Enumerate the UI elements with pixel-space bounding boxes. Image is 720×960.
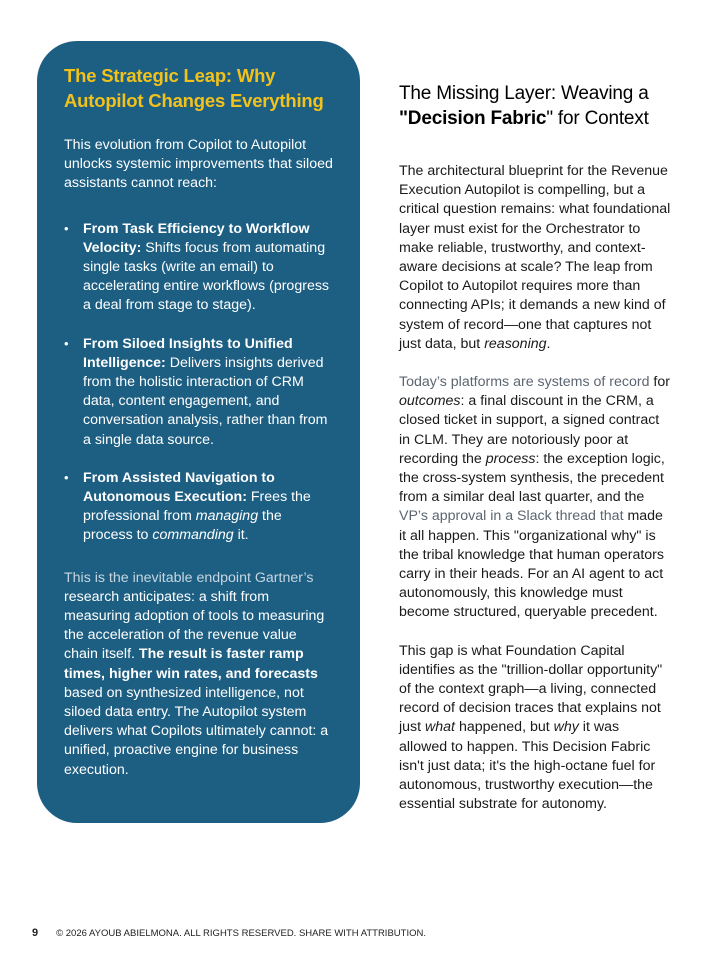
paragraph-text: made it all happen. This "organizational why" is the tribal knowledge that human operators carry in their heads. For an AI agent to act autonomously, this knowledge must become structured, queryable precedent. bbox=[399, 508, 664, 621]
bullet-lead: From Siloed Insights to Unified Intelligence: bbox=[83, 335, 293, 371]
paragraph-muted-text: VP’s approval in a Slack thread that bbox=[399, 508, 624, 525]
paragraph-text: happened, but bbox=[455, 719, 554, 736]
bullet-item bbox=[64, 220, 334, 316]
main-paragraph-2 bbox=[399, 373, 671, 623]
closing-bold-text: The result is faster ramp times, higher win rates, and forecasts bbox=[64, 646, 318, 682]
heading-bold-text: "Decision Fabric bbox=[399, 108, 547, 129]
paragraph-text: : a final discount in the CRM, a closed ticket in support, a signed contract in CLM. They are notoriously poor at recording the bbox=[399, 393, 660, 467]
closing-text: based on synthesized intelligence, not siloed data entry. The Autopilot system delivers what Copilots ultimately cannot: a unified, proactive engine for business execution. bbox=[64, 684, 329, 778]
paragraph-text: The architectural blueprint for the Revenue Execution Autopilot is compelling, but a critical question remains: what foundational layer must exist for the Orchestrator to make reliable, trustworthy, and context-aware decisions at scale? The leap from Copilot to Autopilot requires more than connecting APIs; it demands a new kind of system of record—one that captures not just data, but bbox=[399, 163, 671, 352]
bullet-text: the process to bbox=[83, 508, 282, 544]
paragraph-muted-text: Today’s platforms are systems of record bbox=[399, 374, 650, 391]
bullet-text: Frees the professional from bbox=[83, 489, 311, 525]
bullet-emphasis: commanding bbox=[152, 527, 234, 544]
heading-text: The Missing Layer: Weaving a bbox=[399, 83, 649, 104]
sidebar-intro: This evolution from Copilot to Autopilot unlocks systemic improvements that siloed assistants cannot reach: bbox=[64, 137, 333, 192]
main-heading bbox=[399, 81, 671, 131]
sidebar-panel bbox=[37, 41, 360, 823]
bullet-text: it. bbox=[233, 527, 249, 544]
bullet-item bbox=[64, 469, 334, 546]
paragraph-emphasis: why bbox=[553, 719, 579, 736]
main-paragraph-1 bbox=[399, 162, 671, 354]
bullet-emphasis: managing bbox=[195, 508, 259, 525]
paragraph-text: : the exception logic, the cross-system synthesis, the precedent from a similar deal last quarter, and the bbox=[399, 450, 665, 506]
bullet-text: Delivers insights derived from the holistic interaction of CRM data, content engagement, and conversation analysis, rather than from a single data source. bbox=[83, 354, 328, 448]
main-column bbox=[399, 81, 671, 834]
paragraph-emphasis: what bbox=[425, 719, 455, 736]
sidebar-title: The Strategic Leap: Why Autopilot Changes Everything bbox=[64, 65, 324, 111]
main-paragraph-3 bbox=[399, 642, 671, 815]
paragraph-text: . bbox=[546, 335, 551, 352]
heading-text: " for Context bbox=[546, 108, 649, 129]
bullet-lead: From Assisted Navigation to Autonomous Execution: bbox=[83, 469, 275, 506]
paragraph-text: it was allowed to happen. This Decision Fabric isn't just data; it's the high-octane fuel for autonomous, trustworthy execution—the essential substrate for autonomy. bbox=[399, 719, 656, 813]
paragraph-text: for bbox=[649, 374, 670, 391]
bullet-lead: From Task Efficiency to Workflow Velocity: bbox=[83, 220, 310, 256]
page-footer bbox=[32, 927, 426, 939]
sidebar-closing bbox=[64, 569, 334, 780]
sidebar-bullet-list bbox=[64, 220, 334, 546]
paragraph-text: This gap is what Foundation Capital identifies as the "trillion-dollar opportunity" of the context graph—a living, connected record of decision traces that explains not just bbox=[399, 642, 663, 736]
closing-text: research anticipates: a shift from measuring adoption of tools to measuring the acceleration of the revenue value chain itself. bbox=[64, 588, 325, 663]
paragraph-emphasis: outcomes bbox=[399, 393, 461, 410]
paragraph-emphasis: process bbox=[485, 450, 536, 467]
copyright-notice: © 2026 AYOUB ABIELMONA. ALL RIGHTS RESERVED. SHARE WITH ATTRIBUTION. bbox=[56, 928, 426, 939]
bullet-text: Shifts focus from automating single tasks (write an email) to accelerating entire workflows (progress a deal from stage to stage). bbox=[83, 239, 330, 314]
paragraph-emphasis: reasoning bbox=[484, 335, 547, 352]
bullet-item bbox=[64, 335, 334, 450]
page-number: 9 bbox=[32, 927, 39, 939]
closing-muted-text: This is the inevitable endpoint Gartner’s bbox=[64, 569, 314, 586]
